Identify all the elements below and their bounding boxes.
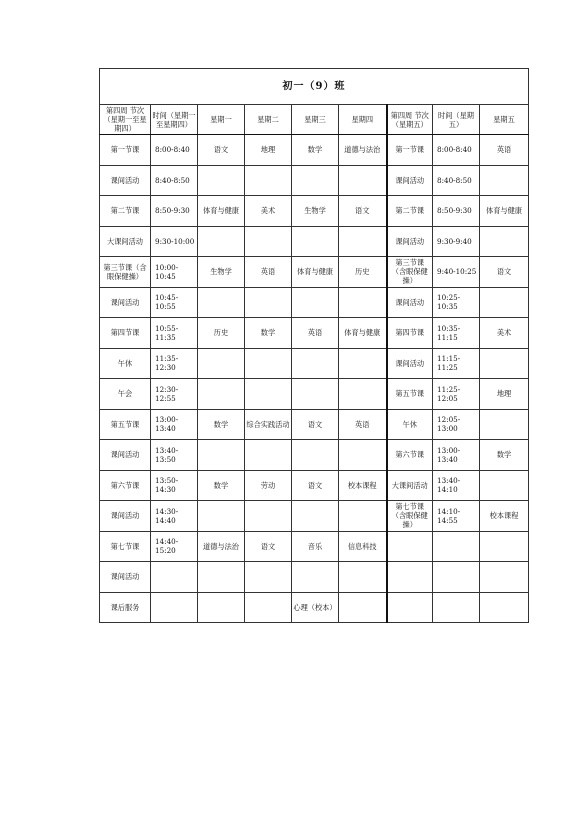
friday-period-cell: 第一节课 [387, 135, 433, 166]
wednesday-cell [292, 226, 339, 257]
friday-cell [480, 226, 529, 257]
friday-time-cell: 12:05-13:00 [433, 409, 480, 440]
monday-cell: 体育与健康 [198, 196, 245, 227]
friday-time-cell: 14:10-14:55 [433, 501, 480, 532]
table-row [100, 470, 529, 501]
friday-cell: 语文 [480, 257, 529, 288]
wednesday-cell [292, 501, 339, 532]
table-title: 初一（9）班 [100, 69, 529, 105]
tuesday-cell [245, 348, 292, 379]
friday-period-cell: 第六节课 [387, 440, 433, 471]
period-cell: 课间活动 [100, 287, 151, 318]
period-cell: 第一节课 [100, 135, 151, 166]
monday-cell: 数学 [198, 470, 245, 501]
friday-time-cell: 11:15-11:25 [433, 348, 480, 379]
friday-time-cell [433, 562, 480, 593]
time-cell: 10:00-10:45 [151, 257, 198, 288]
wednesday-cell: 英语 [292, 318, 339, 349]
time-cell: 9:30-10:00 [151, 226, 198, 257]
period-cell: 第四节课 [100, 318, 151, 349]
friday-period-cell: 课间活动 [387, 287, 433, 318]
wednesday-cell: 数学 [292, 135, 339, 166]
friday-cell [480, 165, 529, 196]
monday-cell [198, 562, 245, 593]
table-row [100, 562, 529, 593]
thursday-cell: 校本课程 [339, 470, 387, 501]
thursday-cell [339, 165, 387, 196]
monday-cell: 数学 [198, 409, 245, 440]
monday-cell: 生物学 [198, 257, 245, 288]
thursday-cell [339, 226, 387, 257]
wednesday-cell: 语文 [292, 470, 339, 501]
thursday-cell [339, 287, 387, 318]
wednesday-cell [292, 379, 339, 410]
period-cell: 课间活动 [100, 501, 151, 532]
table-row [100, 287, 529, 318]
header-wednesday-cell: 星期三 [292, 105, 339, 135]
tuesday-cell [245, 501, 292, 532]
wednesday-cell: 生物学 [292, 196, 339, 227]
friday-time-cell: 10:25-10:35 [433, 287, 480, 318]
period-cell: 课后服务 [100, 592, 151, 623]
monday-cell: 道德与法治 [198, 531, 245, 562]
thursday-cell [339, 501, 387, 532]
monday-cell [198, 348, 245, 379]
friday-period-cell [387, 562, 433, 593]
tuesday-cell: 综合实践活动 [245, 409, 292, 440]
friday-time-cell [433, 531, 480, 562]
friday-cell: 校本课程 [480, 501, 529, 532]
monday-cell [198, 287, 245, 318]
friday-period-cell: 课间活动 [387, 348, 433, 379]
period-cell: 午休 [100, 348, 151, 379]
friday-period-cell: 第五节课 [387, 379, 433, 410]
friday-cell: 英语 [480, 135, 529, 166]
table-row [100, 196, 529, 227]
tuesday-cell: 美术 [245, 196, 292, 227]
thursday-cell: 体育与健康 [339, 318, 387, 349]
table-row [100, 440, 529, 471]
header-monday-cell: 星期一 [198, 105, 245, 135]
friday-cell [480, 592, 529, 623]
friday-time-cell: 8:40-8:50 [433, 165, 480, 196]
friday-time-cell: 9:40-10:25 [433, 257, 480, 288]
thursday-cell [339, 348, 387, 379]
thursday-cell: 历史 [339, 257, 387, 288]
wednesday-cell [292, 440, 339, 471]
friday-cell [480, 287, 529, 318]
time-cell: 13:40-13:50 [151, 440, 198, 471]
thursday-cell [339, 592, 387, 623]
friday-cell: 美术 [480, 318, 529, 349]
period-cell: 课间活动 [100, 440, 151, 471]
table-row [100, 226, 529, 257]
friday-period-cell: 大课间活动 [387, 470, 433, 501]
tuesday-cell: 英语 [245, 257, 292, 288]
timetable [99, 68, 529, 623]
monday-cell [198, 165, 245, 196]
time-cell: 11:35-12:30 [151, 348, 198, 379]
table-row [100, 379, 529, 410]
wednesday-cell [292, 287, 339, 318]
tuesday-cell [245, 440, 292, 471]
friday-cell [480, 409, 529, 440]
period-cell: 课间活动 [100, 562, 151, 593]
friday-cell: 体育与健康 [480, 196, 529, 227]
time-cell: 13:00-13:40 [151, 409, 198, 440]
friday-period-cell: 第七节课（含眼保健操） [387, 501, 433, 532]
tuesday-cell: 语文 [245, 531, 292, 562]
table-row [100, 409, 529, 440]
friday-time-cell: 13:00-13:40 [433, 440, 480, 471]
table-row [100, 501, 529, 532]
monday-cell [198, 379, 245, 410]
friday-time-cell: 10:35-11:15 [433, 318, 480, 349]
thursday-cell [339, 562, 387, 593]
thursday-cell [339, 440, 387, 471]
wednesday-cell: 音乐 [292, 531, 339, 562]
friday-cell [480, 348, 529, 379]
wednesday-cell [292, 348, 339, 379]
friday-period-cell: 课间活动 [387, 226, 433, 257]
table-row [100, 531, 529, 562]
thursday-cell [339, 379, 387, 410]
tuesday-cell [245, 165, 292, 196]
header-period-cell: 第四周 节次（星期一至星期四） [100, 105, 151, 135]
friday-cell [480, 531, 529, 562]
header-time-cell: 时间（星期一至星期四） [151, 105, 198, 135]
time-cell [151, 562, 198, 593]
monday-cell [198, 592, 245, 623]
friday-period-cell: 课间活动 [387, 165, 433, 196]
time-cell: 12:30-12:55 [151, 379, 198, 410]
wednesday-cell: 心理（校本） [292, 592, 339, 623]
header-tuesday-cell: 星期二 [245, 105, 292, 135]
time-cell: 8:00-8:40 [151, 135, 198, 166]
tuesday-cell: 数学 [245, 318, 292, 349]
monday-cell: 语文 [198, 135, 245, 166]
table-row [100, 318, 529, 349]
friday-time-cell: 8:00-8:40 [433, 135, 480, 166]
friday-period-cell: 第四节课 [387, 318, 433, 349]
table-row [100, 135, 529, 166]
friday-cell [480, 562, 529, 593]
wednesday-cell: 体育与健康 [292, 257, 339, 288]
tuesday-cell: 劳动 [245, 470, 292, 501]
friday-period-cell: 午休 [387, 409, 433, 440]
header-thursday-cell: 星期四 [339, 105, 387, 135]
wednesday-cell: 语文 [292, 409, 339, 440]
time-cell: 8:40-8:50 [151, 165, 198, 196]
table-row [100, 348, 529, 379]
monday-cell: 历史 [198, 318, 245, 349]
table-row [100, 165, 529, 196]
friday-time-cell: 13:40-14:10 [433, 470, 480, 501]
friday-period-cell [387, 592, 433, 623]
tuesday-cell: 地理 [245, 135, 292, 166]
period-cell: 第三节课（含眼保健操） [100, 257, 151, 288]
monday-cell [198, 440, 245, 471]
table-row [100, 592, 529, 623]
monday-cell [198, 226, 245, 257]
time-cell [151, 592, 198, 623]
time-cell: 14:30-14:40 [151, 501, 198, 532]
time-cell: 13:50-14:30 [151, 470, 198, 501]
time-cell: 10:45-10:55 [151, 287, 198, 318]
period-cell: 课间活动 [100, 165, 151, 196]
header-friday-period-cell: 第四周 节次（星期五） [387, 105, 433, 135]
time-cell: 8:50-9:30 [151, 196, 198, 227]
friday-cell [480, 470, 529, 501]
time-cell: 10:55-11:35 [151, 318, 198, 349]
time-cell: 14:40-15:20 [151, 531, 198, 562]
period-cell: 第七节课 [100, 531, 151, 562]
friday-cell: 地理 [480, 379, 529, 410]
thursday-cell: 语文 [339, 196, 387, 227]
monday-cell [198, 501, 245, 532]
friday-cell: 数学 [480, 440, 529, 471]
header-friday-time-cell: 时间（星期五） [433, 105, 480, 135]
friday-period-cell: 第二节课 [387, 196, 433, 227]
friday-time-cell [433, 592, 480, 623]
period-cell: 第五节课 [100, 409, 151, 440]
thursday-cell: 信息科技 [339, 531, 387, 562]
table-row [100, 257, 529, 288]
tuesday-cell [245, 287, 292, 318]
friday-time-cell: 8:50-9:30 [433, 196, 480, 227]
wednesday-cell [292, 165, 339, 196]
friday-time-cell: 9:30-9:40 [433, 226, 480, 257]
tuesday-cell [245, 592, 292, 623]
friday-period-cell [387, 531, 433, 562]
wednesday-cell [292, 562, 339, 593]
tuesday-cell [245, 226, 292, 257]
thursday-cell: 道德与法治 [339, 135, 387, 166]
thursday-cell: 英语 [339, 409, 387, 440]
period-cell: 第六节课 [100, 470, 151, 501]
period-cell: 午会 [100, 379, 151, 410]
friday-period-cell: 第三节课（含眼保健操） [387, 257, 433, 288]
tuesday-cell [245, 562, 292, 593]
friday-time-cell: 11:25-12:05 [433, 379, 480, 410]
period-cell: 第二节课 [100, 196, 151, 227]
period-cell: 大课间活动 [100, 226, 151, 257]
tuesday-cell [245, 379, 292, 410]
header-friday-cell: 星期五 [480, 105, 529, 135]
